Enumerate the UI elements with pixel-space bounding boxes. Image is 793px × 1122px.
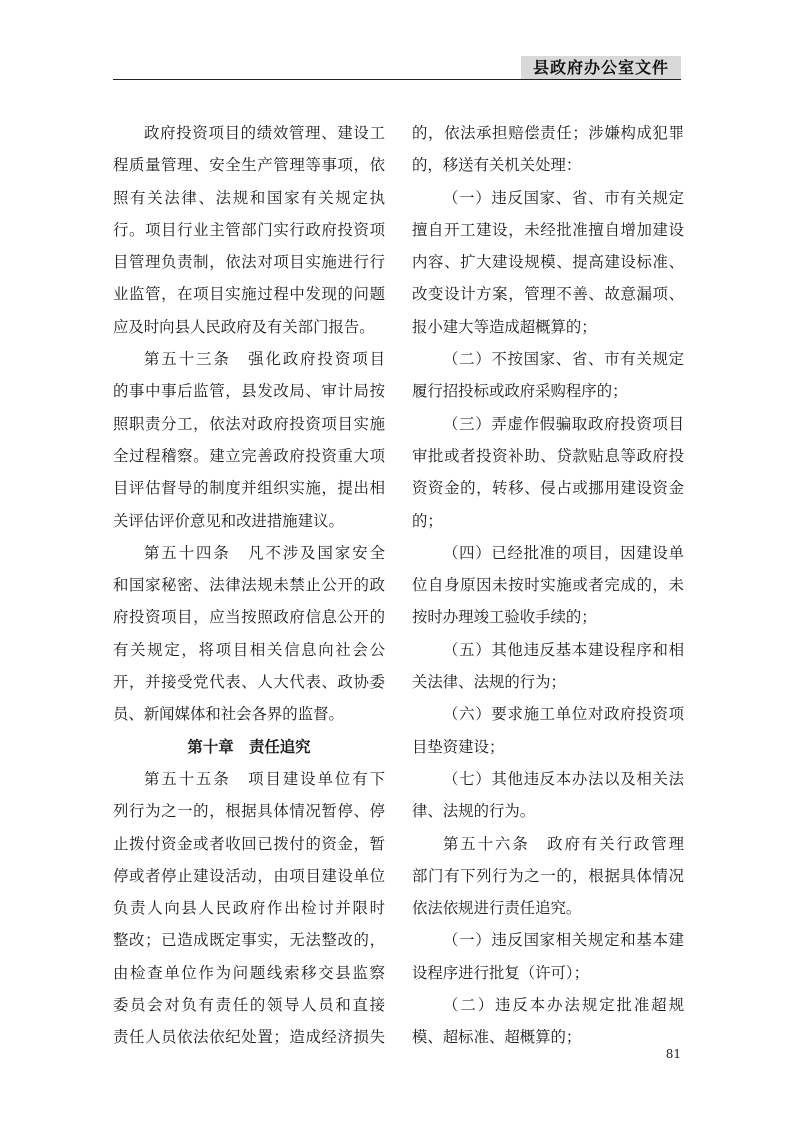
chapter-heading: 第十章 责任追究 <box>187 737 311 756</box>
left-text-line: 照有关法律、法规和国家有关规定执 <box>113 188 385 207</box>
left-text-line: 委员会对负有责任的领导人员和直接 <box>113 996 385 1015</box>
left-text-line: 府投资项目，应当按照政府信息公开的 <box>113 608 385 627</box>
right-text-line: 目垫资建设； <box>412 737 505 756</box>
left-text-line: 列行为之一的，根据具体情况暂停、停 <box>113 802 385 821</box>
document-header-tag: 县政府办公室文件 <box>521 56 681 79</box>
left-text-line: 整改；已造成既定事实，无法整改的， <box>113 931 385 950</box>
right-text-line: （五）其他违反基本建设程序和相 <box>443 640 684 659</box>
left-text-line: 停或者停止建设活动，由项目建设单位 <box>113 866 385 885</box>
right-text-line: 第五十六条 政府有关行政管理 <box>443 834 684 853</box>
right-text-line: 模、超标准、超概算的； <box>412 1028 582 1047</box>
left-text-line: 程质量管理、安全生产管理等事项，依 <box>113 156 385 175</box>
right-text-line: 部门有下列行为之一的，根据具体情况 <box>412 866 684 885</box>
right-text-line: 改变设计方案，管理不善、故意漏项、 <box>412 285 684 304</box>
header-rule <box>113 79 681 80</box>
left-text-line: 员、新闻媒体和社会各界的监督。 <box>113 705 344 724</box>
right-text-line: 位自身原因未按时实施或者完成的，未 <box>412 576 684 595</box>
right-text-line: （七）其他违反本办法以及相关法 <box>443 769 684 788</box>
right-text-line: （六）要求施工单位对政府投资项 <box>443 705 684 724</box>
right-text-line: 关法律、法规的行为； <box>412 673 566 692</box>
right-text-line: 报小建大等造成超概算的； <box>412 317 597 336</box>
right-text-line: 审批或者投资补助、贷款贴息等政府投 <box>412 446 684 465</box>
right-text-line: （一）违反国家、省、市有关规定 <box>443 188 684 207</box>
left-text-line: 有关规定，将项目相关信息向社会公 <box>113 640 385 659</box>
left-text-line: 止拨付资金或者收回已拨付的资金，暂 <box>113 834 385 853</box>
right-text-line: （二）违反本办法规定批准超规 <box>443 996 684 1015</box>
right-text-line: （二）不按国家、省、市有关规定 <box>443 350 684 369</box>
right-text-line: 依法依规进行责任追究。 <box>412 899 582 918</box>
right-text-line: （一）违反国家相关规定和基本建 <box>443 931 684 950</box>
left-text-line: 目管理负责制，依法对项目实施进行行 <box>113 253 385 272</box>
right-text-line: 的，依法承担赔偿责任；涉嫌构成犯罪 <box>412 124 684 142</box>
right-text-line: 律、法规的行为。 <box>412 802 536 821</box>
left-text-line: 责任人员依法依纪处置；造成经济损失 <box>113 1028 385 1047</box>
right-text-line: 履行招投标或政府采购程序的； <box>412 382 628 401</box>
right-text-line: 内容、扩大建设规模、提高建设标准、 <box>412 253 684 272</box>
left-text-line: 由检查单位作为问题线索移交县监察 <box>113 963 385 982</box>
left-text-line: 目评估督导的制度并组织实施，提出相 <box>113 479 385 498</box>
right-text-line: 擅自开工建设，未经批准擅自增加建设 <box>412 220 684 239</box>
left-text-line: 行。项目行业主管部门实行政府投资项 <box>113 220 385 239</box>
left-text-line: 政府投资项目的绩效管理、建设工 <box>144 124 385 142</box>
left-text-line: 业监管，在项目实施过程中发现的问题 <box>113 285 385 304</box>
left-text-line: 第五十三条 强化政府投资项目 <box>144 350 385 369</box>
left-text-line: 应及时向县人民政府及有关部门报告。 <box>113 317 375 336</box>
right-text-line: 设程序进行批复（许可）； <box>412 963 589 982</box>
left-text-line: 负责人向县人民政府作出检讨并限时 <box>113 899 385 918</box>
page-number: 81 <box>665 1047 681 1061</box>
right-text-column <box>412 117 684 1054</box>
left-text-line: 第五十五条 项目建设单位有下 <box>144 769 385 788</box>
left-text-line: 和国家秘密、法律法规未禁止公开的政 <box>113 576 385 595</box>
right-text-line: 资资金的，转移、侵占或挪用建设资金 <box>412 479 684 498</box>
left-text-line: 开，并接受党代表、人大代表、政协委 <box>113 673 385 692</box>
right-text-line: （三）弄虚作假骗取政府投资项目 <box>443 414 684 433</box>
left-text-line: 第五十四条 凡不涉及国家安全 <box>144 543 385 562</box>
right-text-line: 的，移送有关机关处理： <box>412 156 582 175</box>
right-text-line: 的； <box>412 511 443 530</box>
left-text-line: 全过程稽察。建立完善政府投资重大项 <box>113 446 385 465</box>
right-text-line: （四）已经批准的项目，因建设单 <box>443 543 684 562</box>
left-text-line: 的事中事后监管，县发改局、审计局按 <box>113 382 385 401</box>
left-text-line: 关评估评价意见和改进措施建议。 <box>113 511 344 530</box>
right-text-line: 按时办理竣工验收手续的； <box>412 608 597 627</box>
left-text-column <box>113 117 385 1054</box>
left-text-line: 照职责分工，依法对政府投资项目实施 <box>113 414 385 433</box>
